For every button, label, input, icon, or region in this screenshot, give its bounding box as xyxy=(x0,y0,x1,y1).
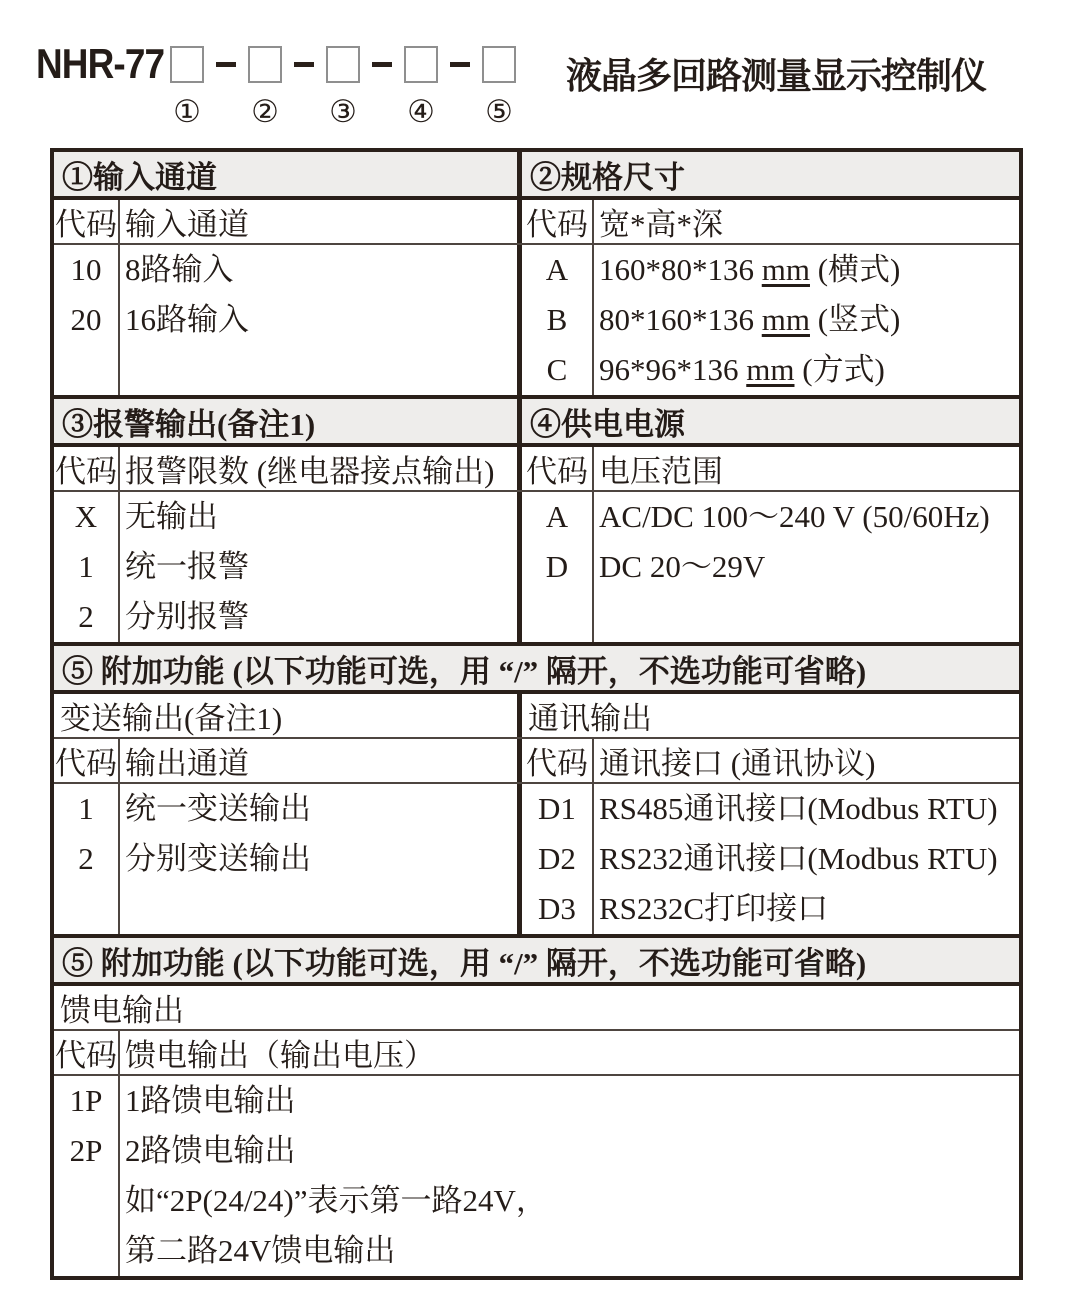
desc-line: RS485通讯接口(Modbus RTU) xyxy=(599,791,998,826)
column-header-row xyxy=(54,200,1019,245)
code-line: D2 xyxy=(538,841,576,876)
code-line: 2 xyxy=(78,841,94,876)
desc-column-header: 输出通道 xyxy=(125,746,249,781)
code-line: 20 xyxy=(70,302,102,337)
desc-line: RS232通讯接口(Modbus RTU) xyxy=(599,841,998,876)
sub-header-half xyxy=(522,200,1019,243)
section-banner xyxy=(54,395,1019,447)
code-line: 1 xyxy=(78,549,94,584)
desc-cell xyxy=(120,784,517,934)
code-line xyxy=(54,1176,118,1226)
position-label: ① xyxy=(173,94,201,129)
position-label: ⑤ xyxy=(485,94,513,129)
unit-mm: mm xyxy=(746,352,795,387)
unit-mm: mm xyxy=(761,302,810,337)
order-code-boxes xyxy=(170,44,516,84)
data-half xyxy=(54,784,522,934)
desc-cell xyxy=(594,245,1019,395)
section-banner xyxy=(54,642,1019,694)
code-line: 1 xyxy=(78,791,94,826)
desc-line xyxy=(594,592,1019,642)
position-labels xyxy=(170,94,560,130)
subsection-header: 馈电输出 xyxy=(60,993,184,1028)
table-row xyxy=(54,1076,1019,1276)
section-banner xyxy=(54,934,1019,986)
desc-line: DC 20～29V xyxy=(599,549,766,584)
code-line: A xyxy=(545,252,569,287)
column-header-row xyxy=(54,447,1019,492)
unit-mm: mm xyxy=(761,252,810,287)
desc-line: 160*80*136 mm (横式) xyxy=(599,252,901,287)
desc-column-header: 电压范围 xyxy=(599,454,723,489)
desc-cell xyxy=(594,492,1019,642)
order-code-box xyxy=(248,46,282,83)
table-row xyxy=(54,784,1019,934)
table-section xyxy=(54,934,1019,1276)
desc-line: 统一变送输出 xyxy=(125,791,311,826)
order-code-box xyxy=(404,46,438,83)
position-label: ④ xyxy=(407,94,435,129)
subsection-header: 通讯输出 xyxy=(528,701,652,736)
position-label: ② xyxy=(251,94,279,129)
code-line: B xyxy=(546,302,568,337)
data-half xyxy=(522,784,1019,934)
model-code: NHR-77 xyxy=(36,40,165,87)
code-line: D xyxy=(545,549,569,584)
data-half xyxy=(54,492,522,642)
desc-line xyxy=(120,345,517,395)
code-column-header: 代码 xyxy=(54,447,120,490)
position-label: ③ xyxy=(329,94,357,129)
sub-header-half xyxy=(54,739,522,782)
desc-line: 第二路24V馈电输出 xyxy=(125,1233,396,1268)
desc-line: 2路馈电输出 xyxy=(125,1133,296,1168)
section-header: ②规格尺寸 xyxy=(530,159,685,195)
code-cell xyxy=(54,245,120,395)
section-header: ①输入通道 xyxy=(54,152,522,196)
code-line: D1 xyxy=(538,791,576,826)
desc-line: 80*160*136 mm (竖式) xyxy=(599,302,901,337)
code-line: C xyxy=(546,352,568,387)
table-row xyxy=(54,245,1019,395)
desc-line: 16路输入 xyxy=(125,302,249,337)
code-line xyxy=(54,345,118,395)
spec-table xyxy=(50,148,1023,1280)
desc-line: 统一报警 xyxy=(125,549,249,584)
sub-header-half xyxy=(54,447,522,490)
section-header: ③报警输出(备注1) xyxy=(54,399,522,443)
desc-column-header: 报警限数 (继电器接点输出) xyxy=(125,454,495,489)
desc-column-header: 馈电输出（输出电压） xyxy=(125,1038,435,1073)
code-line xyxy=(54,1226,118,1276)
desc-line: 1路馈电输出 xyxy=(125,1083,296,1118)
desc-column-header: 输入通道 xyxy=(125,207,249,242)
desc-cell xyxy=(594,784,1019,934)
section-header: ⑤ 附加功能 (以下功能可选，用 “/” 隔开，不选功能可省略) xyxy=(62,653,867,689)
desc-line: 分别变送输出 xyxy=(125,841,311,876)
sub-header-half xyxy=(522,739,1019,782)
order-code-box xyxy=(326,46,360,83)
code-line: 10 xyxy=(70,252,102,287)
table-row xyxy=(54,492,1019,642)
desc-cell xyxy=(120,1076,1019,1276)
code-line xyxy=(54,884,118,934)
code-column-header: 代码 xyxy=(522,739,594,782)
table-section xyxy=(54,152,1019,395)
desc-line: 无输出 xyxy=(125,499,218,534)
subsection-header: 变送输出(备注1) xyxy=(54,694,522,737)
code-cell xyxy=(54,492,120,642)
desc-cell xyxy=(120,492,517,642)
code-column-header: 代码 xyxy=(54,739,120,782)
desc-column-header: 宽*高*深 xyxy=(599,207,723,242)
dash-separator xyxy=(372,62,392,67)
code-line: A xyxy=(545,499,569,534)
code-column-header: 代码 xyxy=(522,200,594,243)
code-cell xyxy=(54,1076,120,1276)
desc-line xyxy=(120,884,517,934)
dash-separator xyxy=(450,62,470,67)
column-header-row xyxy=(54,1031,1019,1076)
product-name: 液晶多回路测量显示控制仪 xyxy=(566,55,987,96)
desc-line: 96*96*136 mm (方式) xyxy=(599,352,885,387)
code-cell xyxy=(522,784,594,934)
section-header: ⑤ 附加功能 (以下功能可选，用 “/” 隔开，不选功能可省略) xyxy=(62,945,867,981)
desc-column-header: 通讯接口 (通讯协议) xyxy=(599,746,876,781)
subsection-row xyxy=(54,694,1019,739)
code-line xyxy=(522,592,592,642)
order-code-box xyxy=(482,46,516,83)
code-line: 2 xyxy=(78,599,94,634)
subsection-row xyxy=(54,986,1019,1031)
desc-line: 如“2P(24/24)”表示第一路24V， xyxy=(125,1183,547,1218)
dash-separator xyxy=(216,62,236,67)
desc-line: 8路输入 xyxy=(125,252,234,287)
desc-cell xyxy=(120,245,517,395)
desc-line: 分别报警 xyxy=(125,599,249,634)
desc-line: AC/DC 100～240 V (50/60Hz) xyxy=(599,499,990,534)
code-line: X xyxy=(74,499,98,534)
sub-header-half xyxy=(522,447,1019,490)
code-column-header: 代码 xyxy=(522,447,594,490)
table-section xyxy=(54,642,1019,934)
table-section xyxy=(54,395,1019,642)
code-cell xyxy=(522,245,594,395)
desc-line: RS232C打印接口 xyxy=(599,891,829,926)
code-cell xyxy=(54,784,120,934)
sub-header-full xyxy=(54,1031,1019,1074)
data-half xyxy=(522,492,1019,642)
dash-separator xyxy=(294,62,314,67)
data-half xyxy=(522,245,1019,395)
code-cell xyxy=(522,492,594,642)
code-column-header: 代码 xyxy=(54,1031,120,1074)
column-header-row xyxy=(54,739,1019,784)
data-half xyxy=(54,245,522,395)
section-banner xyxy=(54,152,1019,200)
sub-header-half xyxy=(54,200,522,243)
data-full xyxy=(54,1076,1019,1276)
code-line: 2P xyxy=(69,1133,103,1168)
section-header: ④供电电源 xyxy=(530,406,685,442)
code-line: 1P xyxy=(69,1083,103,1118)
code-column-header: 代码 xyxy=(54,200,120,243)
order-code-box xyxy=(170,46,204,83)
code-line: D3 xyxy=(538,891,576,926)
